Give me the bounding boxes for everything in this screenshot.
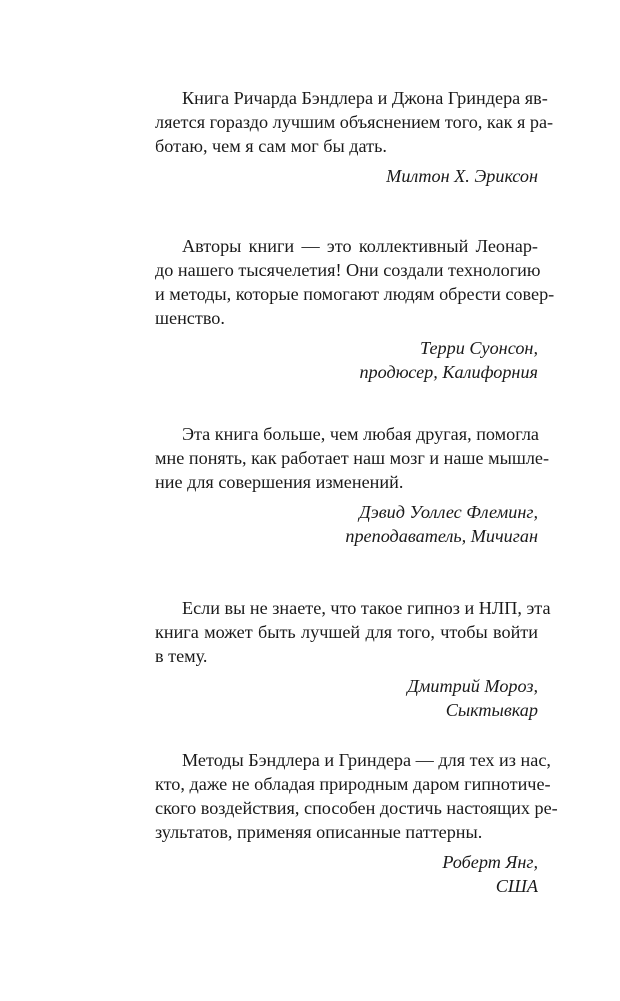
testimonial-quote <box>155 86 554 188</box>
quote-attribution <box>155 336 538 384</box>
quote-text <box>155 422 550 494</box>
attribution-line: Роберт Янг, <box>442 852 538 872</box>
attribution-line: Терри Суонсон, <box>420 338 538 358</box>
quote-line: шенство. <box>155 308 225 328</box>
attribution-line: преподаватель, Мичиган <box>345 526 538 546</box>
quote-line: кто, даже не обладая природным даром гипнотиче- <box>155 774 551 794</box>
attribution-line: Сыктывкар <box>445 700 538 720</box>
quote-attribution <box>155 850 538 898</box>
testimonial-quote <box>155 422 550 548</box>
quote-line: и методы, которые помогают людям обрести совер- <box>155 284 555 304</box>
quote-text <box>155 86 554 158</box>
quote-line: книга может быть лучшей для того, чтобы войти <box>155 622 538 642</box>
attribution-line: Дэвид Уоллес Флеминг, <box>359 502 538 522</box>
quote-text <box>155 234 555 330</box>
testimonial-quote <box>155 234 555 384</box>
quote-line: Авторы книги — это коллективный Леонар- <box>182 236 538 256</box>
quote-attribution <box>155 674 538 722</box>
quote-line: Книга Ричарда Бэндлера и Джона Гриндера яв- <box>182 88 548 108</box>
quote-attribution <box>155 500 538 548</box>
quote-line: до нашего тысячелетия! Они создали технологию <box>155 260 541 280</box>
quote-line: зультатов, применяя описанные паттерны. <box>155 822 483 842</box>
quote-line: ляется гораздо лучшим объяснением того, как я ра- <box>155 112 554 132</box>
quote-line: ние для совершения изменений. <box>155 472 404 492</box>
quote-line: Эта книга больше, чем любая другая, помогла <box>182 424 539 444</box>
quote-line: в тему. <box>155 646 208 666</box>
quote-text <box>155 596 551 668</box>
quote-attribution <box>155 164 538 188</box>
quote-line: Методы Бэндлера и Гриндера — для тех из нас, <box>182 750 551 770</box>
quote-text <box>155 748 558 844</box>
quote-line: мне понять, как работает наш мозг и наше мышле- <box>155 448 550 468</box>
quote-line: Если вы не знаете, что такое гипноз и НЛП, эта <box>182 598 551 618</box>
attribution-line: продюсер, Калифорния <box>359 362 538 382</box>
quote-line: ского воздействия, способен достичь настоящих ре- <box>155 798 558 818</box>
attribution-line: США <box>495 876 538 896</box>
quote-line: ботаю, чем я сам мог бы дать. <box>155 136 387 156</box>
testimonial-quote <box>155 748 558 898</box>
testimonial-quote <box>155 596 551 722</box>
attribution-line: Милтон Х. Эриксон <box>386 166 538 186</box>
attribution-line: Дмитрий Мороз, <box>407 676 538 696</box>
